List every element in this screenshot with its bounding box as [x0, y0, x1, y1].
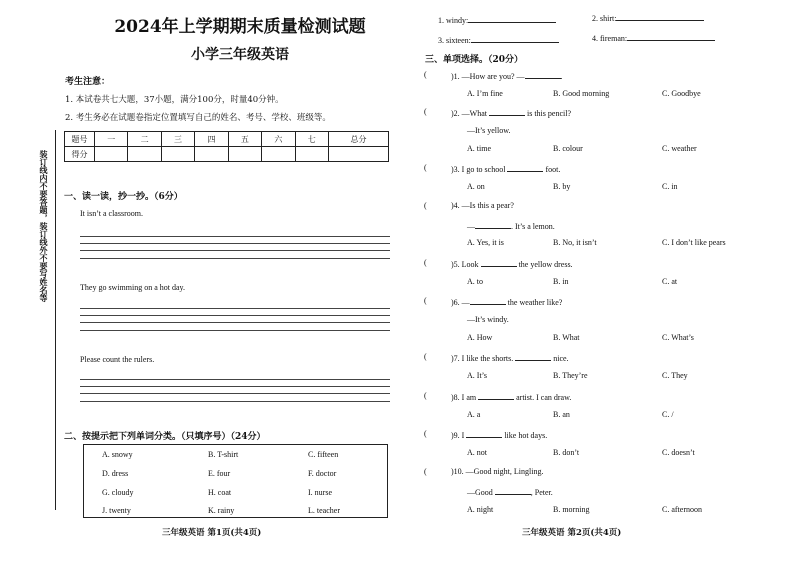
option-b[interactable]: B. an [553, 410, 570, 419]
word-item: G. cloudy [102, 488, 134, 497]
writing-line[interactable] [80, 401, 390, 402]
copy-sentence-1: It isn’t a classroom. [80, 209, 143, 218]
question-text: —Good [467, 488, 495, 497]
option-c[interactable]: C. I don’t like pears [662, 238, 726, 247]
question-text: . It’s a lemon. [511, 222, 555, 231]
answer-paren[interactable]: ( [424, 70, 427, 79]
section2-heading: 二、按提示把下列单词分类。（只填序号）（24分） [64, 432, 266, 442]
score-table-score-row [65, 147, 389, 162]
score-input-cell[interactable] [161, 147, 194, 162]
page1-footer: 三年级英语 第1页(共4页) [162, 528, 262, 538]
question-text: , Peter. [530, 488, 553, 497]
answer-paren[interactable]: ( [424, 467, 427, 476]
score-row-label: 得分 [65, 147, 95, 162]
option-c[interactable]: C. What’s [662, 333, 694, 342]
word-item: I. nurse [308, 488, 332, 497]
answer-blank[interactable] [525, 70, 561, 79]
word-item: H. coat [208, 488, 232, 497]
question-text: )3. I go to school [451, 165, 508, 174]
option-a[interactable]: A. It’s [467, 371, 487, 380]
question-text: )9. I [451, 431, 467, 440]
option-a[interactable]: A. time [467, 144, 491, 153]
writing-line[interactable] [80, 315, 390, 316]
answer-paren[interactable]: ( [424, 352, 427, 361]
score-input-cell[interactable] [228, 147, 261, 162]
answer-blank[interactable] [481, 258, 517, 267]
option-b[interactable]: B. What [553, 333, 580, 342]
option-b[interactable]: B. colour [553, 144, 583, 153]
question-text: nice. [551, 354, 569, 363]
question-subline [467, 220, 555, 231]
answer-blank[interactable] [475, 220, 511, 229]
answer-blank[interactable] [616, 12, 704, 21]
question-text: )8. I am [451, 393, 479, 402]
question-text: )4. —Is this a pear? [451, 201, 514, 210]
question-stem [451, 352, 569, 363]
answer-blank[interactable] [468, 14, 556, 23]
question-stem [451, 70, 563, 81]
answer-blank[interactable] [515, 352, 551, 361]
word-item: J. twenty [102, 506, 131, 515]
writing-line[interactable] [80, 393, 390, 394]
answer-blank[interactable] [507, 163, 543, 172]
score-input-cell[interactable] [128, 147, 161, 162]
question-stem [451, 467, 543, 476]
binding-warning: 装订线内不要答题，装订线外不要写姓名等 [39, 150, 49, 302]
option-b[interactable]: B. Good morning [553, 89, 610, 98]
score-table [64, 131, 389, 162]
question-stem [451, 107, 571, 118]
classify-row-2: 2. shirt: [592, 12, 704, 23]
option-a[interactable]: A. night [467, 505, 494, 514]
word-item: A. snowy [102, 450, 133, 459]
score-cell: 三 [161, 132, 194, 147]
option-c[interactable]: C. in [662, 182, 678, 191]
question-text: )7. I like the shorts. [451, 354, 516, 363]
section1-heading: 一、读一读，抄一抄。（6分） [64, 192, 183, 202]
question-text: is this pencil? [525, 109, 571, 118]
score-input-cell[interactable] [329, 147, 389, 162]
word-item: B. T-shirt [208, 450, 239, 459]
question-text: — [467, 222, 475, 231]
option-c[interactable]: C. at [662, 277, 678, 286]
answer-blank[interactable] [478, 391, 514, 400]
question-stem [451, 163, 560, 174]
score-cell: 六 [262, 132, 295, 147]
classify-row-3: 3. sixteen: [438, 34, 559, 45]
word-item: F. doctor [308, 469, 337, 478]
score-input-cell[interactable] [295, 147, 328, 162]
option-a[interactable]: A. Yes, it is [467, 238, 504, 247]
option-a[interactable]: A. a [467, 410, 481, 419]
answer-paren[interactable]: ( [424, 429, 427, 438]
copy-sentence-3: Please count the rulers. [80, 355, 155, 364]
writing-line[interactable] [80, 330, 390, 331]
answer-blank[interactable] [470, 296, 506, 305]
score-table-header-row [65, 132, 389, 147]
option-b[interactable]: B. by [553, 182, 571, 191]
question-stem [451, 391, 571, 402]
question-text: the yellow dress. [516, 260, 573, 269]
score-input-cell[interactable] [95, 147, 128, 162]
classify-row-4: 4. fireman: [592, 32, 715, 43]
word-item: K. rainy [208, 506, 235, 515]
note-1: 1. 本试卷共七大题，37小题，满分100分，时量40分钟。 [65, 95, 284, 105]
answer-paren[interactable]: ( [424, 391, 427, 400]
option-b[interactable]: B. They’re [553, 371, 588, 380]
page2-footer: 三年级英语 第2页(共4页) [522, 528, 622, 538]
classify-row-1: 1. windy: [438, 14, 556, 25]
word-item: C. fifteen [308, 450, 339, 459]
answer-blank[interactable] [627, 32, 715, 41]
score-cell: 总分 [329, 132, 389, 147]
option-b[interactable]: B. morning [553, 505, 590, 514]
score-cell: 题号 [65, 132, 95, 147]
question-subline [467, 486, 553, 497]
question-text: )5. Look [451, 260, 481, 269]
question-text: the weather like? [505, 298, 563, 307]
answer-blank[interactable] [489, 107, 525, 116]
writing-line[interactable] [80, 258, 390, 259]
writing-line[interactable] [80, 322, 390, 323]
option-c[interactable]: C. / [662, 410, 674, 419]
option-b[interactable]: B. No, it isn’t [553, 238, 597, 247]
option-a[interactable]: A. How [467, 333, 493, 342]
answer-paren[interactable]: ( [424, 258, 427, 267]
option-a[interactable]: A. on [467, 182, 485, 191]
question-text: artist. I can draw. [514, 393, 572, 402]
word-item: D. dress [102, 469, 129, 478]
option-c[interactable]: C. weather [662, 144, 697, 153]
question-text: )1. —How are you? — [451, 72, 525, 81]
question-subline: —It’s yellow. [467, 126, 511, 135]
score-cell: 一 [95, 132, 128, 147]
question-text: )10. —Good night, Lingling. [451, 467, 544, 476]
question-text: like hot days. [502, 431, 548, 440]
question-text: )2. —What [451, 109, 489, 118]
writing-line[interactable] [80, 386, 390, 387]
option-c[interactable]: C. afternoon [662, 505, 702, 514]
word-item: L. teacher [308, 506, 340, 515]
score-input-cell[interactable] [195, 147, 228, 162]
writing-line[interactable] [80, 308, 390, 309]
writing-line[interactable] [80, 243, 390, 244]
word-item: E. four [208, 469, 231, 478]
score-cell: 七 [295, 132, 328, 147]
question-stem [451, 201, 514, 210]
writing-line[interactable] [80, 379, 390, 380]
question-text: foot. [543, 165, 561, 174]
writing-line[interactable] [80, 236, 390, 237]
question-text: . [560, 72, 563, 81]
notes-heading: 考生注意： [65, 77, 111, 87]
option-c[interactable]: C. They [662, 371, 688, 380]
option-c[interactable]: C. doesn’t [662, 448, 695, 457]
score-input-cell[interactable] [262, 147, 295, 162]
option-a[interactable]: A. I’m fine [467, 89, 503, 98]
page-subtitle: 小学三年级英语 [191, 47, 289, 63]
answer-blank[interactable] [495, 486, 531, 495]
answer-blank[interactable] [466, 429, 502, 438]
question-stem [451, 429, 547, 440]
word-box [83, 444, 388, 518]
answer-paren[interactable]: ( [424, 163, 427, 172]
answer-paren[interactable]: ( [424, 296, 427, 305]
option-b[interactable]: B. in [553, 277, 569, 286]
score-cell: 五 [228, 132, 261, 147]
answer-paren[interactable]: ( [424, 107, 427, 116]
section3-heading: 三、单项选择。（20分） [425, 55, 524, 65]
score-cell: 四 [195, 132, 228, 147]
copy-sentence-2: They go swimming on a hot day. [80, 283, 186, 292]
question-subline: —It’s windy. [467, 315, 509, 324]
option-a[interactable]: A. to [467, 277, 483, 286]
answer-paren[interactable]: ( [424, 201, 427, 210]
question-text: )6. — [451, 298, 470, 307]
answer-blank[interactable] [471, 34, 559, 43]
page-title: 2024年上学期期末质量检测试题 [114, 17, 366, 37]
note-2: 2. 考生务必在试题卷指定位置填写自己的姓名、考号、学校、班级等。 [65, 113, 331, 123]
writing-line[interactable] [80, 250, 390, 251]
option-b[interactable]: B. don’t [553, 448, 580, 457]
score-cell: 二 [128, 132, 161, 147]
option-c[interactable]: C. Goodbye [662, 89, 701, 98]
question-stem [451, 296, 562, 307]
option-a[interactable]: A. not [467, 448, 487, 457]
question-stem [451, 258, 573, 269]
